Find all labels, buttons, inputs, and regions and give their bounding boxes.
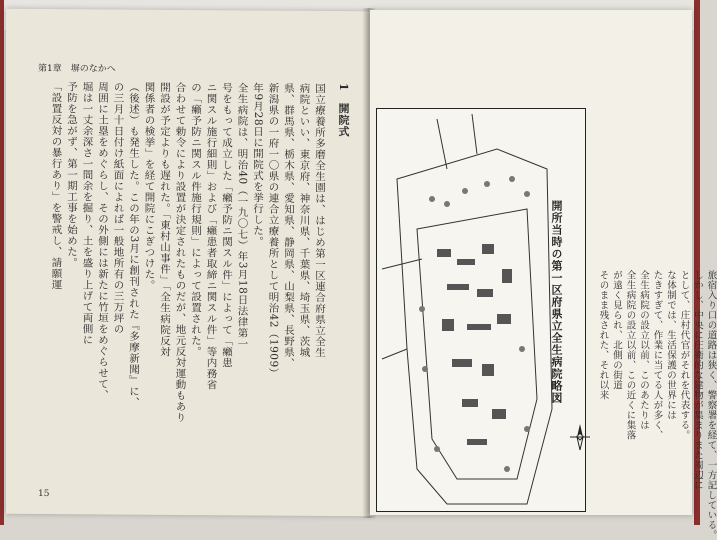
text-line: 新潟県の一府一〇県の連合立療養所として明治42（1909）	[267, 82, 280, 379]
map-caption: 開所当時の第一区府県立全生病院略図	[550, 200, 563, 404]
text-line: が遠く見られ、北側の街道	[611, 270, 622, 390]
text-line: 合わせて勅令により設置が決定されたものだが、地元反対運動もあり	[174, 81, 187, 423]
text-line: な体制では、生活保護の世界には	[665, 270, 676, 420]
text-line: 県、群馬県、栃木県、愛知県、静岡県、山梨県、長野県、	[283, 82, 295, 369]
text-line: 開設が予定よりも遅れた。「東村山事件」「全生病院反対	[159, 81, 171, 358]
running-header: 第1章 塀のなかへ	[38, 63, 116, 75]
page-number: 15	[38, 488, 50, 500]
text-line: 全生病院は、明治40（一九〇七）年3月18日法律第一	[236, 82, 249, 350]
text-line: 関係者の検挙」を経て開院にこぎつけた。	[143, 81, 156, 291]
right-page	[370, 10, 717, 540]
text-line: 全生病院の設立以前、この近くに集落	[624, 270, 636, 440]
text-line: の「癩予防ニ関スル件施行規則」によって設置された。	[190, 82, 202, 358]
text-line: 病院といい、東京府、神奈川県、千葉県、埼玉県、茨城	[298, 82, 311, 358]
text-line: たきすぎて、作業に当てる人が多く、	[651, 270, 663, 440]
compass-icon	[568, 422, 592, 452]
book-cover-edge-left	[0, 0, 4, 525]
text-line: しかし、中央に庄衛的な建物が集まりまた周辺に	[692, 270, 703, 490]
text-line: 周囲に土塁をめぐらし、その外側には新たに竹垣をめぐらせて、	[97, 81, 109, 401]
left-page	[6, 9, 373, 517]
text-line: そのまま残された、それ以来	[597, 270, 609, 400]
text-line: 「設置反対の暴行あり」を警戒し、請願運	[50, 81, 63, 291]
text-line: 号をもって成立した「癩予防ニ関スル件」によって「癩患	[221, 82, 233, 369]
text-line: （後述）も発生した。この年の3月に創刊された『多摩新聞』に、	[128, 81, 140, 408]
text-line: として、庄村代官がそれを代表する。	[678, 270, 690, 440]
text-line: 予防を急がず、第一期工事を始めた。	[66, 81, 78, 269]
right-text-columns	[597, 270, 717, 540]
text-line: 年9月28日に開院式を挙行した。	[252, 82, 264, 248]
text-line: の三月十日付け紙面によれば一般地所有の三万坪の	[112, 81, 125, 335]
text-line: ニ関スル施行細則」および「癩患者取締ニ関スル件」等内務省	[205, 82, 218, 391]
text-line: 旅宿入り口の道路は狭く、警察署を経て、一方記している。	[705, 270, 717, 540]
text-line: 堀は一丈余深さ一間余を掘り、土を盛り上げて両側に	[81, 81, 94, 346]
section-heading: 1 開院式	[337, 83, 350, 138]
left-text-columns	[51, 81, 349, 473]
text-line: 国立療養所多磨全生園は、はじめ第一区連合府県立全生	[314, 82, 326, 358]
text-line: 全生病院の設立以前、このあたりは	[638, 270, 649, 430]
